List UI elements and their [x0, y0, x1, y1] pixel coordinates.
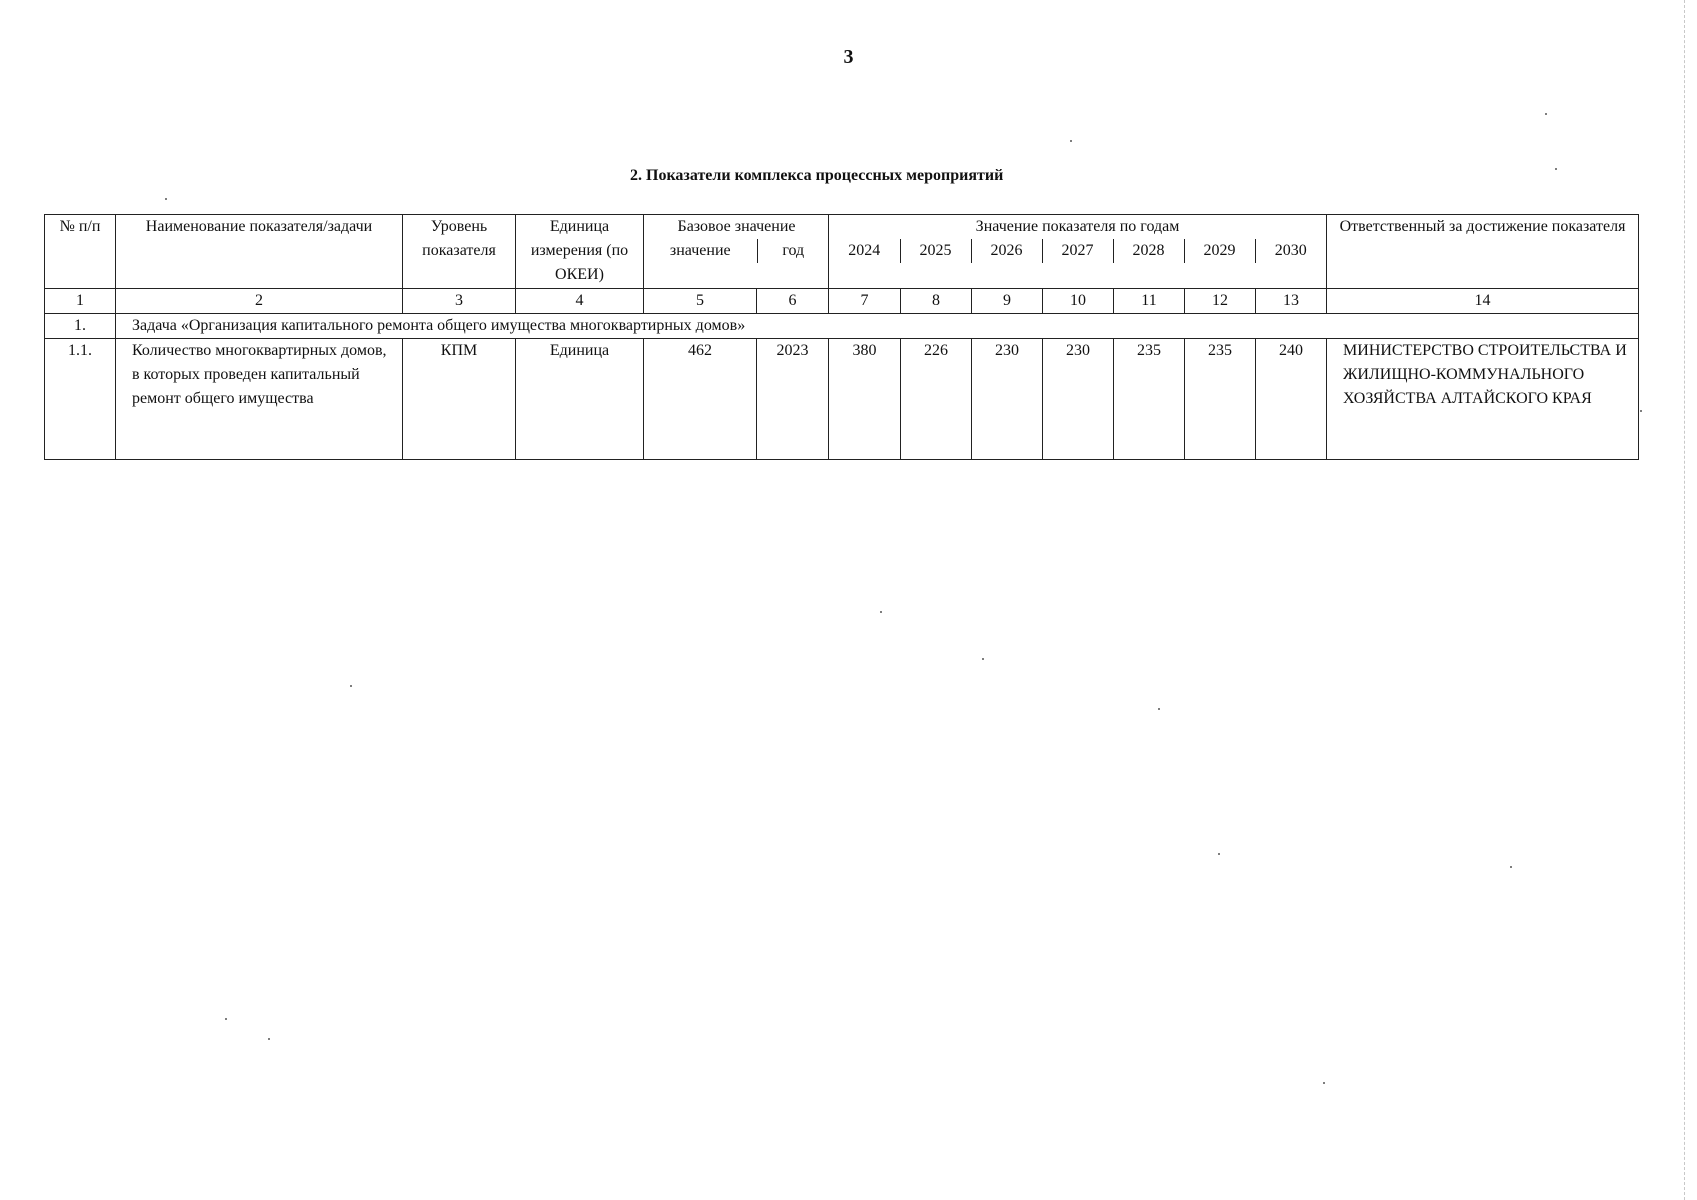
row-year-value: 230: [1043, 339, 1114, 460]
header-year: 2024: [848, 242, 881, 259]
task-label: Задача «Организация капитального ремонта общего имущества многоквартирных домов»: [116, 314, 1639, 339]
scan-speck: [1555, 168, 1557, 170]
header-responsible: Ответственный за достижение показателя: [1327, 215, 1639, 289]
scan-edge-line: [1684, 0, 1686, 1200]
scan-speck: [880, 611, 882, 613]
row-year-value: 230: [972, 339, 1043, 460]
row-year-value: 235: [1185, 339, 1256, 460]
row-year-value: 235: [1114, 339, 1185, 460]
scan-speck: [1070, 140, 1072, 142]
header-years-group: [829, 215, 1327, 289]
column-number: 12: [1185, 289, 1256, 314]
header-unit: Единица измерения (по ОКЕИ): [516, 215, 644, 289]
header-year: 2029: [1184, 239, 1255, 263]
header-year: 2026: [971, 239, 1042, 263]
column-number: 11: [1114, 289, 1185, 314]
column-number: 6: [757, 289, 829, 314]
scan-speck: [1510, 866, 1512, 868]
row-num: 1.1.: [45, 339, 116, 460]
column-number: 1: [45, 289, 116, 314]
scan-speck: [165, 198, 167, 200]
column-numbers-row: [45, 289, 1639, 314]
indicators-table: [44, 214, 1639, 460]
scan-speck: [1545, 113, 1547, 115]
header-row: [45, 215, 1639, 289]
section-title: 2. Показатели комплекса процессных мероприятий: [630, 167, 1004, 184]
scan-speck: [1218, 853, 1220, 855]
column-number: 2: [116, 289, 403, 314]
header-year: 2025: [900, 239, 971, 263]
row-level: КПМ: [403, 339, 516, 460]
column-number: 7: [829, 289, 901, 314]
row-unit: Единица: [516, 339, 644, 460]
column-number: 3: [403, 289, 516, 314]
row-year-value: 226: [901, 339, 972, 460]
header-name: Наименование показателя/задачи: [116, 215, 403, 289]
header-base-value: значение: [669, 242, 731, 259]
row-responsible: МИНИСТЕРСТВО СТРОИТЕЛЬСТВА И ЖИЛИЩНО-КОММУНАЛЬНОГО ХОЗЯЙСТВА АЛТАЙСКОГО КРАЯ: [1327, 339, 1639, 460]
column-number: 9: [972, 289, 1043, 314]
column-number: 10: [1043, 289, 1114, 314]
header-year: 2030: [1255, 239, 1326, 263]
page-number: 3: [843, 46, 854, 68]
task-row: [45, 314, 1639, 339]
header-base-title: Базовое значение: [677, 218, 796, 235]
header-year: 2028: [1113, 239, 1184, 263]
years-subheader: [829, 215, 1326, 263]
scan-speck: [268, 1038, 270, 1040]
row-year-value: 240: [1256, 339, 1327, 460]
column-number: 4: [516, 289, 644, 314]
header-base-group: [644, 215, 829, 289]
row-base-value: 462: [644, 339, 757, 460]
scan-speck: [225, 1018, 227, 1020]
table-row: [45, 339, 1639, 460]
row-indicator-name: Количество многоквартирных домов, в которых проведен капитальный ремонт общего имущества: [116, 339, 403, 460]
column-number: 14: [1327, 289, 1639, 314]
header-base-year: год: [757, 239, 829, 263]
header-num: № п/п: [45, 215, 116, 289]
header-year: 2027: [1042, 239, 1113, 263]
row-year-value: 380: [829, 339, 901, 460]
header-level: Уровень показателя: [403, 215, 516, 289]
scan-speck: [1323, 1082, 1325, 1084]
row-base-year: 2023: [757, 339, 829, 460]
scan-speck: [1640, 410, 1642, 412]
task-num: 1.: [45, 314, 116, 339]
scan-speck: [350, 685, 352, 687]
scan-speck: [1158, 708, 1160, 710]
header-years-title: Значение показателя по годам: [975, 218, 1180, 235]
column-number: 8: [901, 289, 972, 314]
column-number: 13: [1256, 289, 1327, 314]
column-number: 5: [644, 289, 757, 314]
scan-speck: [982, 658, 984, 660]
base-subheader: [644, 215, 829, 263]
